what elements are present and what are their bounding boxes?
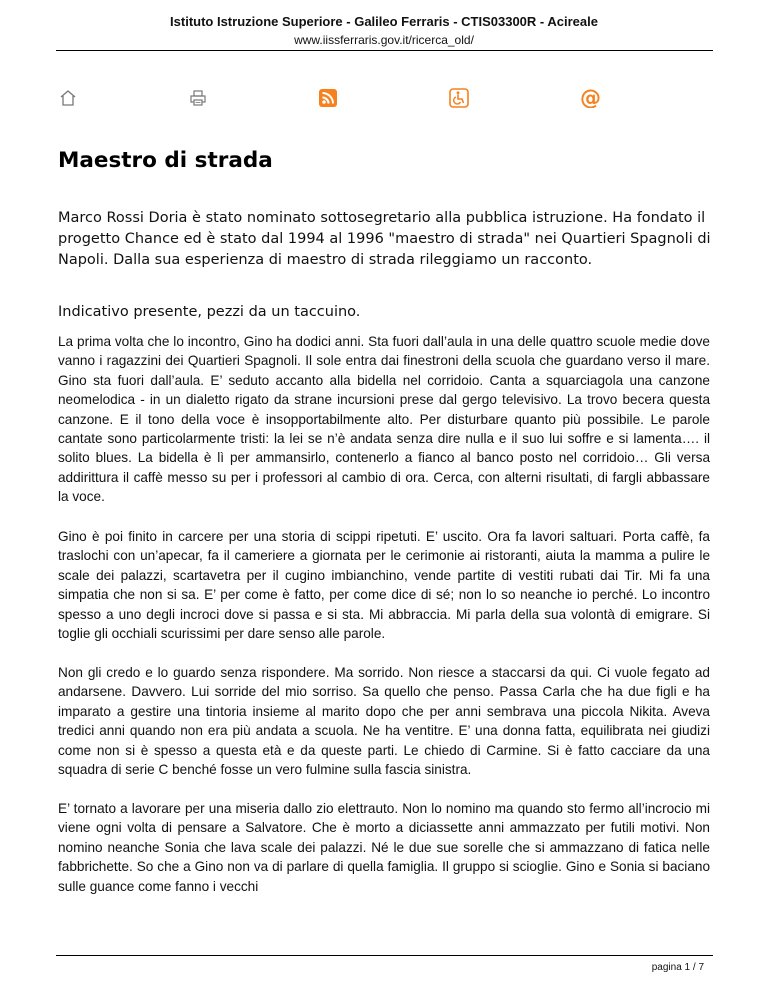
header-divider: [56, 50, 713, 51]
rss-icon[interactable]: [318, 88, 338, 108]
print-icon[interactable]: [188, 88, 208, 108]
page-title: Maestro di strada: [58, 148, 273, 173]
body-paragraph: Non gli credo e lo guardo senza rispondere. Ma sorrido. Non riesce a staccarsi da qui. Ci vuole fegato ad andarsene. Davvero. Lui sorride del mio sorriso. Sa quello che penso. Passa Carla che ha due figli e ha imparato a gestire una tintoria insieme al marito dopo che per anni sembrava una piccola Nikita. Aveva tredici anni quando non era più andata a scuola. Ne ha ventitre. E’ una donna fatta, equilibrata nei giudizi come non si è spesso a questa età e da queste parti. Le chiedo di Carmine. Si è fatto cacciare da una squadra di serie C benché fosse un vero fulmine sulla fascia sinistra.: [58, 665, 710, 778]
article-subheading: Indicativo presente, pezzi da un taccuino.: [58, 304, 361, 320]
article-intro: Marco Rossi Doria è stato nominato sottosegretario alla pubblica istruzione. Ha fondato il progetto Chance ed è stato dal 1994 al 1996 "maestro di strada" nei Quartieri Spagnoli di Napoli. Dalla sua esperienza di maestro di strada rileggiamo un racconto.: [58, 210, 711, 268]
body-paragraph: Gino è poi finito in carcere per una storia di scippi ripetuti. E’ uscito. Ora fa lavori saltuari. Porta caffè, fa traslochi con un’apecar, fa il cameriere a giornata per le cerimonie ai ristoranti, aiuta la mamma a pulire le scale dei palazzi, scartavetra per il cugino imbianchino, vende partite di vestiti rubati dai Tir. Mi fa una simpatia che non si sa. E’ per come è fatto, per come dice di sé; non lo so neanche io perché. Lo incontro spesso a uno degli incroci dove si passa e si sta. Mi abbraccia. Mi parla della sua volontà di emigrare. Si toglie gli occhiali scurissimi per dare senso alle parole.: [58, 529, 710, 642]
accessibility-icon[interactable]: [449, 88, 469, 108]
body-paragraph: La prima volta che lo incontro, Gino ha dodici anni. Sta fuori dall’aula in una delle quattro scuole medie dove vanno i ragazzini dei Quartieri Spagnoli. Il sole entra dai finestroni della scuola che guardano verso il mare. Gino sta fuori dall’aula. E’ seduto accanto alla bidella nel corridoio. Canta a squarciagola una canzone neomelodica - in un dialetto rigato da strane incursioni prese dal gergo televisivo. La trovo becera questa canzone. E il tono della voce è insopportabilmente alto. Per disturbare quanto più possibile. Le parole cantate sono particolarmente tristi: la lei se n’è andata senza dire nulla e il suo lui soffre e si lamenta…. il solito blues. La bidella è lì per ammansirlo, contenerlo a fianco al banco posto nel corridoio… Gli versa addirittura il caffè messo su per i professori al cambio di ora. Cerca, con alterni risultati, di fargli abbassare la voce.: [58, 334, 710, 505]
source-url[interactable]: www.iissferraris.gov.it/ricerca_old/: [294, 33, 474, 47]
toolbar: [0, 88, 768, 112]
footer-divider: [56, 955, 713, 956]
page-number: pagina 1 / 7: [651, 962, 704, 973]
body-paragraph: E’ tornato a lavorare per una miseria dallo zio elettrauto. Non lo nomino ma quando sto fermo all’incrocio mi viene ogni volta di pensare a Salvatore. Che è morto a diciassette anni ammazzato per futili motivi. Non nomino neanche Sonia che lava scale dei palazzi. Né le due sue sorelle che si ammazzano di fatica nelle fabbrichette. So che a Gino non va di parlare di quella famiglia. Il gruppo si scioglie. Gino e Sonia si baciano sulle guance come fanno i vecchi: [58, 801, 710, 894]
page-header: [0, 14, 768, 48]
email-icon[interactable]: [580, 88, 600, 108]
institution-title: Istituto Istruzione Superiore - Galileo Ferraris - CTIS03300R - Acireale: [170, 14, 598, 29]
svg-text:@: @: [580, 88, 601, 108]
home-icon[interactable]: [58, 88, 78, 108]
